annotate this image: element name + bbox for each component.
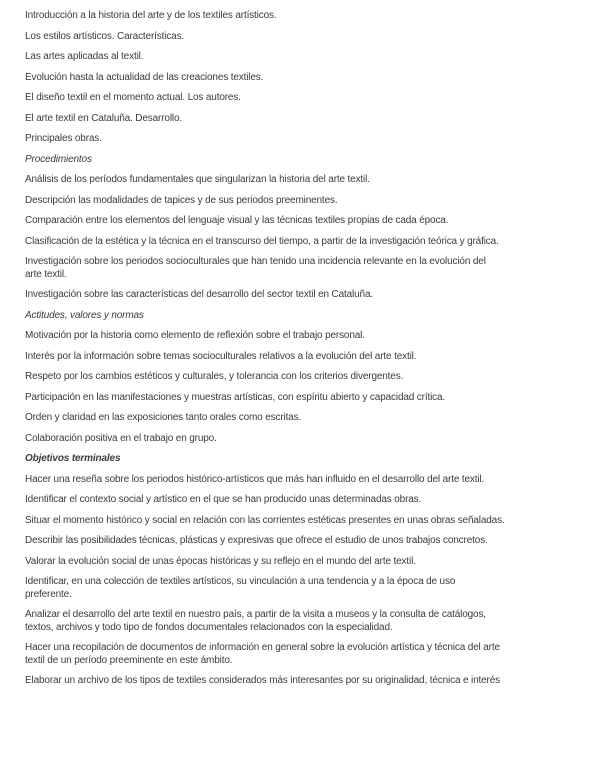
paragraph: Comparación entre los elementos del lenguaje visual y las técnicas textiles propias de cada época. [25, 215, 449, 226]
paragraph: Identificar, en una colección de textiles artísticos, su vinculación a una tendencia y a la época de uso preferente. [25, 576, 456, 600]
paragraph: Clasificación de la estética y la técnica en el transcurso del tiempo, a partir de la investigación teórica y gráfica. [25, 235, 499, 247]
paragraph: Colaboración positiva en el trabajo en grupo. [25, 432, 217, 444]
section-objetivos [25, 453, 600, 688]
section-intro [25, 10, 600, 146]
paragraph: Identificar el contexto social y artístico en el que se han producido unas determinadas obras. [25, 494, 422, 505]
section-heading-procedimientos: Procedimientos [25, 153, 92, 165]
intro-line: Los estilos artísticos. Características. [25, 30, 185, 42]
paragraph: Hacer una recopilación de documentos de información en general sobre la evolución artística y técnica del arte textil de un período preeminente en este ámbito. [25, 642, 500, 666]
intro-line: Principales obras. [25, 133, 102, 144]
intro-line: Evolución hasta la actualidad de las creaciones textiles. [25, 71, 264, 83]
section-procedimientos [25, 154, 600, 302]
paragraph: Elaborar un archivo de los tipos de textiles considerados más interesantes por su originalidad, técnica e interés [25, 675, 500, 686]
paragraph: Interés por la información sobre temas socioculturales relativos a la evolución del arte textil. [25, 350, 417, 362]
paragraph: Análisis de los períodos fundamentales que singularizan la historia del arte textil. [25, 174, 370, 185]
paragraph: Situar el momento histórico y social en relación con las corrientes estéticas presentes en unas obras señaladas. [25, 514, 505, 526]
paragraph: Respeto por los cambios estéticos y culturales, y tolerancia con los criterios divergentes. [25, 371, 404, 382]
paragraph: Motivación por la historia como elemento de reflexión sobre el trabajo personal. [25, 330, 365, 341]
intro-line: El diseño textil en el momento actual. Los autores. [25, 92, 241, 103]
paragraph: Hacer una reseña sobre los periodos histórico-artísticos que más han influido en el desarrollo del arte textil. [25, 473, 485, 485]
paragraph: Descripción las modalidades de tapices y de sus periodos preeminentes. [25, 194, 338, 206]
paragraph: Orden y claridad en las exposiciones tanto orales como escritas. [25, 412, 302, 423]
intro-line: Las artes aplicadas al textil. [25, 51, 144, 62]
intro-line: El arte textil en Cataluña. Desarrollo. [25, 112, 183, 124]
paragraph: Analizar el desarrollo del arte textil en nuestro país, a partir de la visita a museos y la consulta de catálogos, textos, archivos y todo tipo de fondos documentales relacionados con la especialidad. [25, 609, 486, 633]
intro-line: Introducción a la historia del arte y de los textiles artísticos. [25, 10, 277, 21]
paragraph: Investigación sobre las características del desarrollo del sector textil en Cataluña. [25, 289, 373, 300]
section-heading-actitudes: Actitudes, valores y normas [25, 309, 144, 321]
paragraph: Participación en las manifestaciones y muestras artísticas, con espíritu abierto y capacidad crítica. [25, 391, 446, 403]
section-heading-objetivos: Objetivos terminales [25, 453, 121, 464]
paragraph: Valorar la evolución social de unas épocas históricas y su reflejo en el mundo del arte textil. [25, 555, 416, 567]
section-actitudes [25, 310, 600, 446]
paragraph: Investigación sobre los periodos socioculturales que han tenido una incidencia relevante en la evolución del arte textil. [25, 256, 486, 280]
paragraph: Describir las posibilidades técnicas, plásticas y expresivas que ofrece el estudio de unos trabajos concretos. [25, 535, 488, 546]
